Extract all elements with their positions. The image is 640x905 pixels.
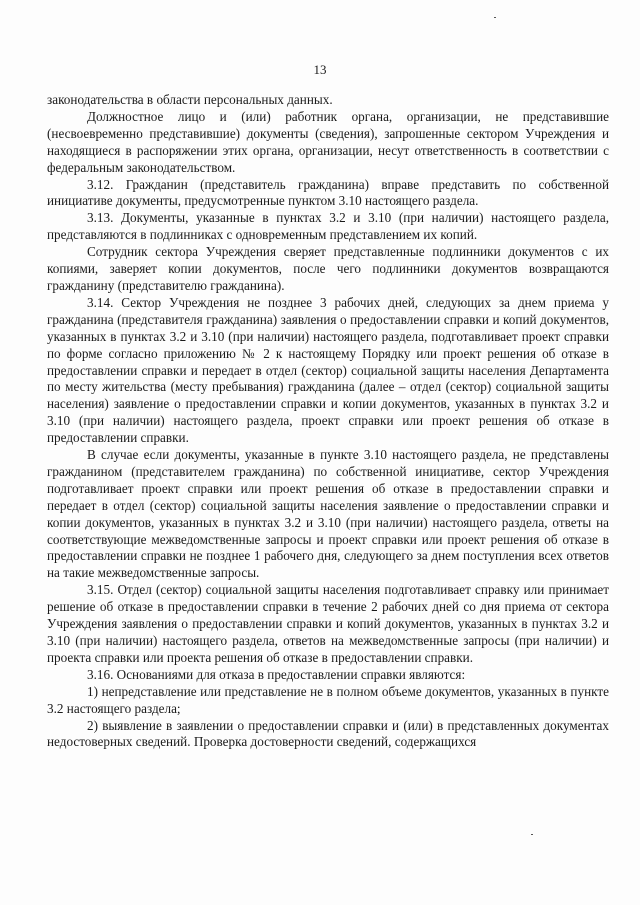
paragraph-responsibility: Должностное лицо и (или) работник органа, организации, не представившие (несвоевременно представившие) документы (сведения), запрошенные сектором Учреждения и находящиеся в распоряжении этих органа, организации, несут ответственность в соответствии с федеральным законодательством. xyxy=(47,108,609,175)
paragraph-verification: Сотрудник сектора Учреждения сверяет представленные подлинники документов с их копиями, заверяет копии документов, после чего подлинники документов возвращаются гражданину (представителю гражданина). xyxy=(47,244,609,293)
paragraph-3-14: 3.14. Сектор Учреждения не позднее 3 рабочих дней, следующих за днем приема у гражданина (представителя гражданина) заявления о предоставлении справки и копий документов, указанных в пунктах 3.2 и 3.10 (при наличии) настоящего раздела, подготавливает проект справки по форме согласно приложению № 2 к настоящему Порядку или проект решения об отказе в предоставлении справки и передает в отдел (сектор) социальной защиты населения Департамента по месту жительства (месту пребывания) гражданина (далее – отдел (сектор) социальной защиты населения) заявление о предоставлении справки и копии документов, указанных в пунктах 3.2 и 3.10 (при наличии) настоящего раздела, проект справки или проект решения об отказе в предоставлении справки. xyxy=(47,294,609,446)
paragraph-3-15: 3.15. Отдел (сектор) социальной защиты населения подготавливает справку или принимает решение об отказе в предоставлении справки в течение 2 рабочих дней со дня приема от сектора Учреждения заявления о предоставлении справки и копий документов, указанных в пунктах 3.2 и 3.10 (при наличии) настоящего раздела, ответов на межведомственные запросы (при наличии) и проекта справки или проекта решения об отказе в предоставлении справки. xyxy=(47,582,609,665)
paragraph-case-not-submitted: В случае если документы, указанные в пункте 3.10 настоящего раздела, не представлены гражданином (представителем гражданина) по собственной инициативе, сектор Учреждения подготавливает проект справки или проект решения об отказе в предоставлении справки и передает в отдел (сектор) социальной защиты населения заявление о предоставлении справки и копии документов, указанных в пунктах 3.2 и 3.10 (при наличии) настоящего раздела, ответы на соответствующие межведомственные запросы и проект справки или проект решения об отказе в предоставлении справки не позднее 1 рабочего дня, следующего за днем поступления всех ответов на такие межведомственные запросы. xyxy=(47,447,609,581)
page-number: 13 xyxy=(313,62,327,77)
list-item-1: 1) непредставление или представление не в полном объеме документов, указанных в пункте 3.2 настоящего раздела; xyxy=(47,683,609,716)
scan-speck xyxy=(494,17,496,18)
scan-speck xyxy=(531,834,533,835)
paragraph-3-13: 3.13. Документы, указанные в пунктах 3.2 и 3.10 (при наличии) настоящего раздела, представляются в подлинниках с одновременным представлением их копий. xyxy=(47,210,609,243)
document-body xyxy=(47,92,609,751)
list-item-2: 2) выявление в заявлении о предоставлении справки и (или) в представленных документах недостоверных сведений. Проверка достоверности сведений, содержащихся xyxy=(47,717,609,750)
paragraph-3-12: 3.12. Гражданин (представитель гражданина) вправе представить по собственной инициативе документы, предусмотренные пунктом 3.10 настоящего раздела. xyxy=(47,176,609,209)
paragraph-continuation: законодательства в области персональных данных. xyxy=(47,92,333,107)
paragraph-3-16: 3.16. Основаниями для отказа в предоставлении справки являются: xyxy=(87,666,466,682)
